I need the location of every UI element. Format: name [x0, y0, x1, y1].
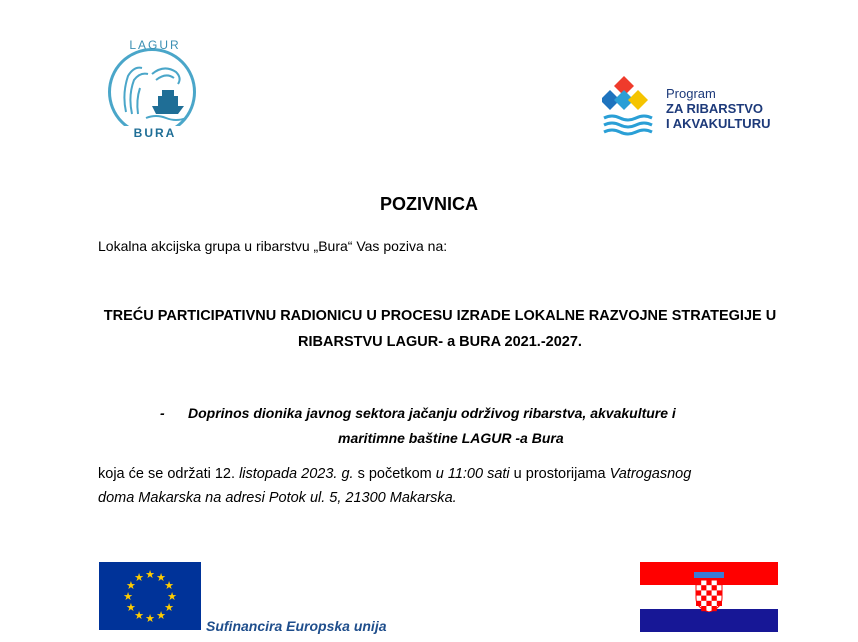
body-venue: Vatrogasnog — [609, 466, 692, 482]
program-line1: Program — [666, 86, 716, 101]
eu-star-icon: ★ — [145, 613, 155, 625]
program-line3: I AKVAKULTURU — [666, 116, 771, 131]
eu-star-icon: ★ — [164, 602, 175, 614]
program-line2: ZA RIBARSTVO — [666, 101, 764, 116]
bullet-dash: - — [160, 405, 165, 421]
heading-line2: RIBARSTVU LAGUR- a BURA 2021.-2027. — [298, 334, 582, 350]
eu-stars-icon — [99, 562, 201, 630]
eu-star-icon: ★ — [156, 610, 166, 623]
body-date: listopada 2023. g. — [239, 466, 354, 482]
bullet-line2: maritimne baštine LAGUR -a Bura — [338, 430, 564, 446]
eu-star-icon: ★ — [125, 580, 136, 592]
eu-flag — [99, 562, 201, 630]
eu-star-icon: ★ — [156, 571, 166, 584]
bullet-line1: Doprinos dionika javnog sektora jačanju održivog ribarstva, akvakulture i — [188, 405, 676, 421]
lagur-bura-logo — [100, 38, 210, 148]
logo-text-bura: BURA — [122, 126, 188, 140]
eu-star-icon: ★ — [145, 569, 155, 581]
croatian-flag — [640, 562, 778, 632]
croatian-coat-of-arms-icon — [694, 572, 724, 612]
body-time: u 11:00 sati — [435, 466, 510, 482]
wave-boat-icon — [112, 54, 194, 134]
eu-caption: Sufinancira Europska unija — [206, 618, 387, 634]
body-line1 — [98, 466, 691, 482]
body-part3: s početkom — [353, 466, 436, 482]
body-part5: u prostorijama — [509, 466, 610, 482]
diamond-waves-icon — [602, 72, 664, 138]
heading-line1: TREĆU PARTICIPATIVNU RADIONICU U PROCESU IZRADE LOKALNE RAZVOJNE STRATEGIJE U — [103, 308, 777, 324]
program-ribarstvo-logo — [602, 72, 792, 138]
eu-star-icon: ★ — [134, 571, 144, 584]
document-title: POZIVNICA — [379, 194, 478, 214]
intro-text: Lokalna akcijska grupa u ribarstvu „Bura“ Vas poziva na: — [98, 238, 448, 254]
body-line2: doma Makarska na adresi Potok ul. 5, 21300 Makarska. — [98, 490, 457, 506]
eu-star-icon: ★ — [125, 602, 136, 614]
logo-text-lagur: LAGUR — [129, 38, 181, 52]
eu-star-icon: ★ — [134, 610, 144, 623]
body-part1: koja će se održati 12. — [98, 466, 240, 482]
eu-star-icon: ★ — [164, 580, 175, 592]
eu-star-icon: ★ — [167, 591, 177, 603]
eu-star-icon: ★ — [123, 591, 133, 603]
